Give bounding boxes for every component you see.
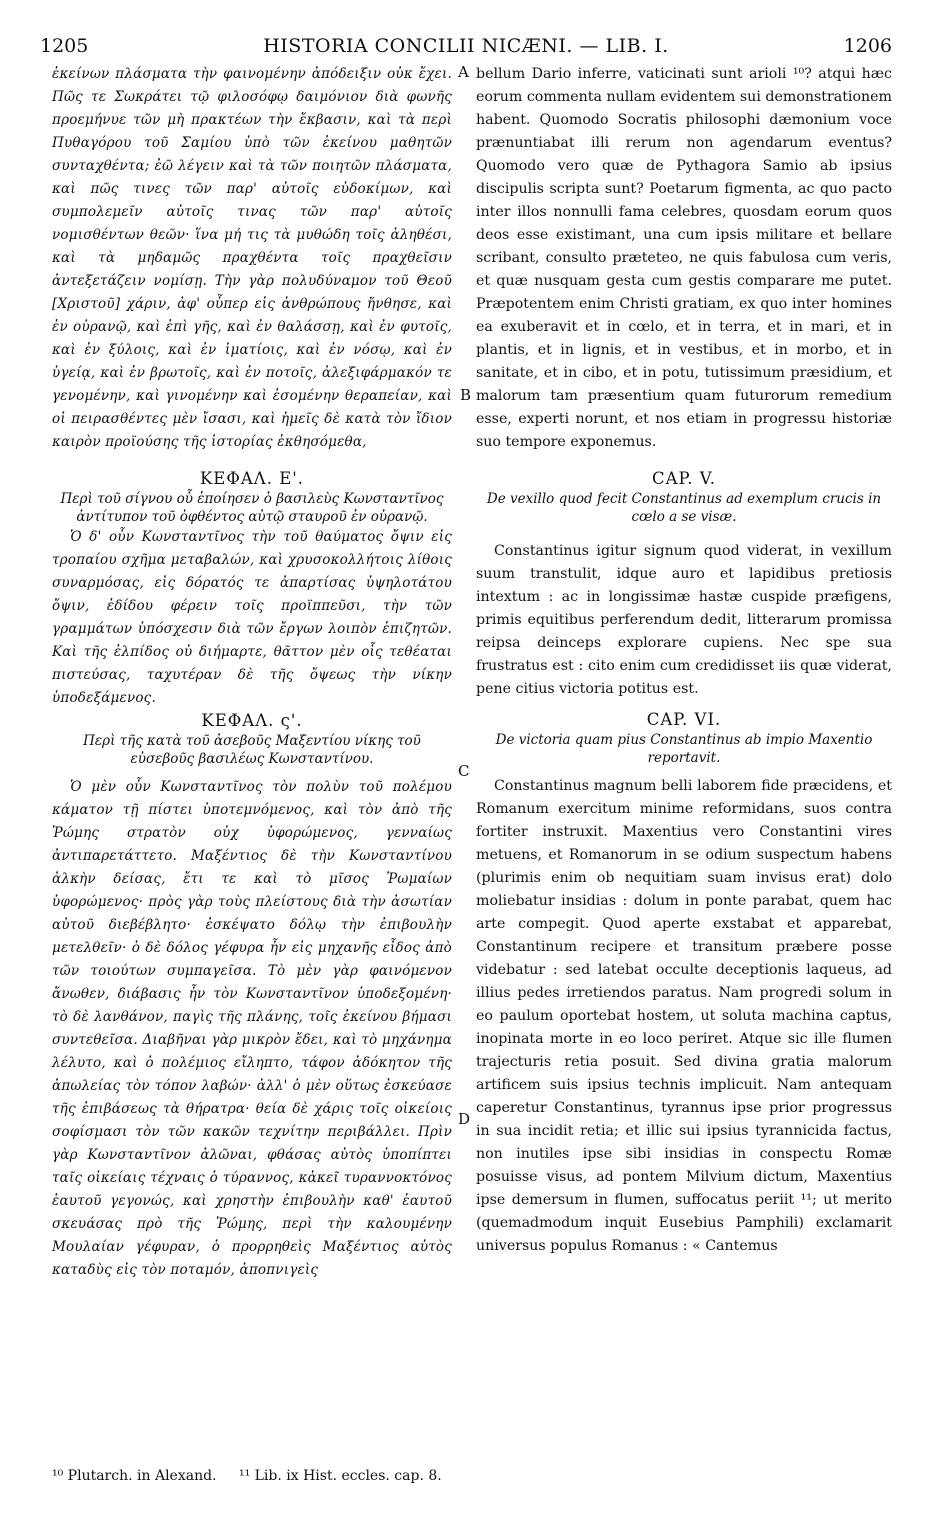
section-marker-c: C (458, 762, 470, 780)
greek-column (52, 63, 452, 1282)
page-number-right: 1206 (843, 35, 892, 57)
footnote-10: ¹⁰ Plutarch. in Alexand. (52, 1468, 217, 1484)
footnote-11: ¹¹ Lib. ix Hist. eccles. cap. 8. (238, 1468, 442, 1484)
section-marker-a: A (458, 63, 469, 81)
latin-paragraph-1: bellum Dario inferre, vaticinati sunt arioli ¹⁰? atqui hæc eorum commenta nullam evidentem sui demonstrationem habent. Quomodo Socratis philosophi dæmonium voce prænuntiabat illi rerum non agendarum eventus? Quomodo vero quæ de Pythagora Samio ab ipsius discipulis scripta sunt? Poetarum figmenta, ac quo pacto inter illos nonnulli fama celebres, quosdam eorum quos deos esse existimant, una cum ipsis militare et bellare scribant, consulto præteteo, ne quis fabulosa cum veris, et quæ nusquam gesta cum gestis comparare me putet. Præpotentem enim Christi gratiam, ex quo inter homines ea exuberavit et in cœlo, et in terra, et in mari, et in plantis, et in lignis, et in vestibus, et in morbo, et in sanitate, et in cibo, et in potu, tutissimum præsidium, et malorum tam præsentium quam futurorum remedium esse, experti norunt, et nos etiam in progressu historiæ suo tempore exponemus. (476, 66, 892, 450)
latin-chapter-6-heading: CAP. VI. (646, 710, 722, 729)
latin-chapter-5-heading: CAP. V. (651, 469, 717, 488)
latin-chapter-6-subtitle: De victoria quam pius Constantinus ab impio Maxentio reportavit. (495, 732, 873, 766)
running-header (40, 34, 892, 60)
running-title: HISTORIA CONCILII NICÆNI. — LIB. I. (263, 35, 669, 57)
section-marker-b: B (460, 386, 472, 404)
greek-paragraph-1: ἐκείνων πλάσματα τὴν φαινομένην ἀπόδειξιν οὐκ ἔχει. Πῶς τε Σωκράτει τῷ φιλοσόφῳ δαιμόνιον διὰ φωνῆς προεμήνυε τῶν μὴ πρακτέων τὴν ἔκβασιν, καὶ τὰ περὶ Πυθαγόρου τοῦ Σαμίου ὑπὸ τῶν ἐκείνου μαθητῶν συνταχθέντα; ἐῶ λέγειν καὶ τὰ τῶν ποιητῶν πλάσματα, καὶ πῶς τινες τῶν παρ' αὐτοῖς εὐδοκίμων, καὶ συμπολεμεῖν αὐτοῖς τινας τῶν παρ' αὐτοῖς νομισθέντων θεῶν· ἵνα μή τις τὰ μυθώδη τοῖς ἀληθέσι, καὶ τὰ μηδαμῶς πραχθέντα τοῖς πραχθεῖσιν ἀντεξετάζειν νομίσῃ. Τὴν γὰρ πολυδύναμον τοῦ Θεοῦ [Χριστοῦ] χάριν, ἀφ' οὗπερ εἰς ἀνθρώπους ἤνθησε, καὶ ἐν οὐρανῷ, καὶ ἐπὶ γῆς, καὶ ἐν θαλάσσῃ, καὶ ἐν φυτοῖς, καὶ ἐν ξύλοις, καὶ ἐν ἱματίοις, καὶ ἐν νόσῳ, καὶ ἐν ὑγείᾳ, καὶ ἐν βρωτοῖς, καὶ ἐν ποτοῖς, ἀλεξιφάρμακόν τε γενομένην, καὶ γινομένην καὶ ἐσομένην θεραπείαν, καὶ οἱ πειρασθέντες μὲν ἴσασι, καὶ ἡμεῖς δὲ κατὰ τὸν ἴδιον καιρὸν προϊούσης τῆς ἱστορίας ἐκθησόμεθα, (52, 66, 452, 450)
greek-chapter-6-subtitle: Περὶ τῆς κατὰ τοῦ ἀσεβοῦς Μαξεντίου νίκης τοῦ εὐσεβοῦς βασιλέως Κωνσταντίνου. (83, 733, 421, 767)
latin-column (476, 63, 892, 1258)
latin-chapter-5-subtitle: De vexillo quod fecit Constantinus ad exemplum crucis in cœlo a se visæ. (486, 491, 882, 525)
footnotes (52, 1466, 892, 1486)
greek-paragraph-2: Ὁ δ' οὖν Κωνσταντῖνος τὴν τοῦ θαύματος ὄψιν εἰς τροπαίου σχῆμα μεταβαλών, καὶ χρυσοκολλήτοις λίθοις συναρμόσας, εἰς δόρατός τε ἀπαρτίσας ὑψηλοτάτου ὄψιν, ἐδίδου φέρειν τοῖς προϊππεῦσι, τὴν τῶν γραμμάτων ὑπόσχεσιν διὰ τῶν ἔργων λοιπὸν ἐπιζητῶν. Καὶ τῆς ἐλπίδος οὐ διήμαρτε, θᾶττον μὲν οἷς τεθέαται πιστεύσας, ταχυτέραν δὲ τῆς ὄψεως τὴν νίκην ὑποδεξάμενος. (52, 529, 452, 706)
latin-paragraph-2: Constantinus igitur signum quod viderat, in vexillum suum transtulit, idque auro et lapidibus pretiosis intextum : ac in longissimæ hastæ cuspide præfigens, primis equitibus perferendum dedit, litterarum promissa reipsa deinceps explorare cupiens. Nec spe sua frustratus est : cito enim cum credidisset iis quæ viderat, pene citius victoria potitus est. (476, 543, 892, 697)
page-number-left: 1205 (40, 35, 89, 57)
section-marker-d: D (458, 1110, 471, 1128)
latin-paragraph-3: Constantinus magnum belli laborem fide præcidens, et Romanum exercitum minime reformidans, suos contra fortiter instruxit. Maxentius vero Constantini vires metuens, et Romanorum in se odium suspectum habens (plurimis enim ob nequitiam suam invisus erat) dolo moliebatur insidias : dolum in ponte parabat, quem hac arte compegit. Quod aperte exstabat et apparebat, Constantinum recipere et transitum præbere posse videbatur : sed latebat occulte deceptionis laqueus, ad illius pedes irretiendos paratus. Nam progredi solum in eo paulum oportebat hostem, ut soluta machina captus, inopinata morte in eo loco periret. Atque sic ille flumen trajecturis retia posuit. Sed divina gratia malorum artificem suis ipsius technis implicuit. Nam antequam caperetur Constantinus, tyrannus ipse prior progressus in sua incidit retia; et illic sui ipsius tyrannicida factus, non inutiles ipse sibi insidias in conspectu Romæ posuisse visus, ad pontem Milvium dictum, Maxentius ipse demersum in flumen, suffocatus periit ¹¹; ut merito (quemadmodum inquit Eusebius Pamphili) exclamarit universus populus Romanus : « Cantemus (476, 778, 892, 1254)
greek-chapter-5-heading: ΚΕΦΑΛ. Ε'. (199, 469, 305, 488)
greek-paragraph-3: Ὁ μὲν οὖν Κωνσταντῖνος τὸν πολὺν τοῦ πολέμου κάματον τῇ πίστει ὑποτεμνόμενος, καὶ τὸν ἀπὸ τῆς Ῥώμης στρατὸν οὐχ ὑφορώμενος, γενναίως ἀντιπαρετάττετο. Μαξέντιος δὲ τὴν Κωνσταντίνου ἀλκὴν δείσας, ἔτι τε καὶ τὸ μῖσος Ῥωμαίων ὑφορώμενος· πρὸς γὰρ τοὺς πλείστους διὰ τὴν ἀσωτίαν αὐτοῦ διεβέβλητο· ἐσκέψατο δόλῳ τὴν ἐπιβουλὴν μετελθεῖν· ὁ δὲ δόλος γέφυρα ἦν εἰς μηχανῆς εἶδος ἀπὸ τῶν τοιούτων συμπαγεῖσα. Τὸ μὲν γὰρ φαινόμενον ἄνωθεν, διάβασις ἦν τὸν Κωνσταντῖνον ὑποδεξομένη· τὸ δὲ λανθάνον, παγὶς τῆς πλάνης, τοῖς ἐκείνου βήμασι συντεθεῖσα. Διαβῆναι γὰρ μικρὸν ἔδει, καὶ τὸ μηχάνημα λέλυτο, καὶ ὁ πολέμιος εἴληπτο, τάφον ἀδόκητον τῆς ἀπωλείας τὸν τόπον λαβών· ἀλλ' ὁ μὲν οὕτως ἐσκεύασε τῆς ἐπιβάσεως τὰ θήρατρα· θεία δὲ χάρις τοῖς οἰκείοις σοφίσμασι τὸν τῶν κακῶν τεχνίτην περιβάλλει. Πρὶν γὰρ Κωνσταντῖνον ἁλῶναι, φθάσας αὐτὸς ὑποπίπτει ταῖς οἰκείαις τέχναις ὁ τύραννος, κἀκεῖ τυραννοκτόνος ἑαυτοῦ γεγονώς, καὶ χρηστὴν ἐπιβουλὴν καθ' ἑαυτοῦ σκευάσας πρὸ τῆς Ῥώμης, περὶ τὴν καλουμένην Μουλαίαν γέφυραν, ὁ προρρηθεὶς Μαξέντιος αὐτὸς καταδὺς εἰς τὸν ποταμόν, ἀποπνιγεὶς (52, 779, 452, 1278)
greek-chapter-5-subtitle: Περὶ τοῦ σίγνου οὗ ἐποίησεν ὁ βασιλεὺς Κωνσταντῖνος ἀντίτυπον τοῦ ὀφθέντος αὐτῷ σταυροῦ ἐν οὐρανῷ. (60, 491, 444, 525)
greek-chapter-6-heading: ΚΕΦΑΛ. ς'. (201, 711, 303, 730)
